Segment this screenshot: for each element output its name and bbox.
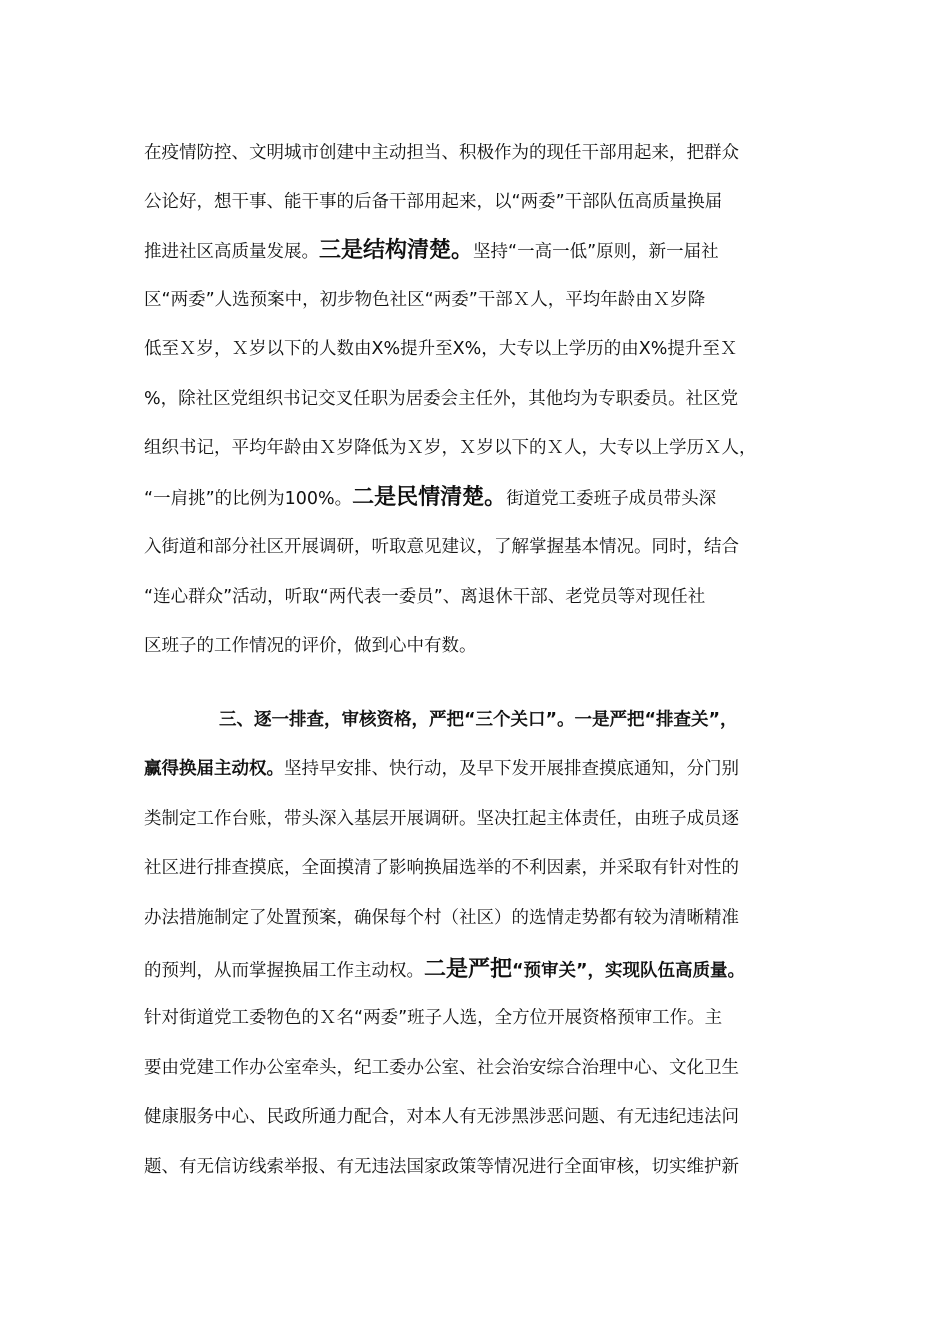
text-line (144, 955, 824, 985)
text-line (144, 1053, 824, 1083)
text-line (144, 1152, 824, 1182)
body-text: “一肩挑”的比例为100%。 (144, 489, 353, 509)
text-line (144, 532, 824, 562)
text-line (144, 483, 824, 513)
text-line (144, 705, 824, 735)
emphasis-text: 赢得换届主动权。 (144, 759, 284, 779)
emphasis-text: 三是结构清楚。 (319, 238, 474, 263)
text-line (144, 285, 824, 315)
body-text: 组织书记，平均年龄由Ｘ岁降低为Ｘ岁，Ｘ岁以下的Ｘ人，大专以上学历Ｘ人， (144, 438, 757, 458)
emphasis-text: 二是严把 (424, 957, 513, 982)
text-line (144, 631, 824, 661)
body-text: 针对街道党工委物色的Ｘ名“两委”班子人选，全方位开展资格预审工作。主 (144, 1008, 723, 1028)
body-text: 类制定工作台账，带头深入基层开展调研。坚决扛起主体责任，由班子成员逐 (144, 809, 739, 829)
text-line (144, 853, 824, 883)
body-text: %，除社区党组织书记交叉任职为居委会主任外，其他均为专职委员。社区党 (144, 389, 739, 409)
text-line (144, 187, 824, 217)
text-line (144, 433, 824, 463)
body-text: 健康服务中心、民政所通力配合，对本人有无涉黑涉恶问题、有无违纪违法问 (144, 1107, 739, 1127)
emphasis-text: “预审关”，实现队伍高质量。 (512, 961, 746, 981)
body-text: 公论好，想干事、能干事的后备干部用起来，以“两委”干部队伍高质量换届 (144, 192, 723, 212)
body-text: 在疫情防控、文明城市创建中主动担当、积极作为的现任干部用起来，把群众 (144, 143, 739, 163)
text-line (144, 1102, 824, 1132)
body-text: 坚持早安排、快行动，及早下发开展排查摸底通知，分门别 (284, 759, 739, 779)
text-line (144, 236, 824, 266)
body-text: 低至Ｘ岁，Ｘ岁以下的人数由X%提升至X%，大专以上学历的由X%提升至Ｘ (144, 339, 738, 359)
emphasis-text: 二是民情清楚。 (352, 485, 507, 510)
body-text: 坚持“一高一低”原则，新一届社 (473, 242, 719, 262)
text-line (144, 138, 824, 168)
body-text: 题、有无信访线索举报、有无违法国家政策等情况进行全面审核，切实维护新 (144, 1157, 739, 1177)
body-text: 街道党工委班子成员带头深 (506, 489, 717, 509)
text-line (144, 334, 824, 364)
text-line (144, 582, 824, 612)
text-line (144, 1003, 824, 1033)
body-text: 区班子的工作情况的评价，做到心中有数。 (144, 636, 477, 656)
body-text: 要由党建工作办公室牵头，纪工委办公室、社会治安综合治理中心、文化卫生 (144, 1058, 739, 1078)
text-line (144, 384, 824, 414)
body-text: 社区进行排查摸底，全面摸清了影响换届选举的不利因素，并采取有针对性的 (144, 858, 739, 878)
body-text: “连心群众”活动，听取“两代表一委员”、离退休干部、老党员等对现任社 (144, 587, 706, 607)
text-line (144, 804, 824, 834)
emphasis-text: 三、逐一排查，审核资格，严把“三个关口”。一是严把“排查关”， (219, 710, 738, 730)
body-text: 的预判，从而掌握换届工作主动权。 (144, 961, 424, 981)
body-text: 区“两委”人选预案中，初步物色社区“两委”干部Ｘ人，平均年龄由Ｘ岁降 (144, 290, 706, 310)
body-text: 办法措施制定了处置预案，确保每个村（社区）的选情走势都有较为清晰精准 (144, 908, 739, 928)
text-line (144, 903, 824, 933)
body-text: 入街道和部分社区开展调研，听取意见建议，了解掌握基本情况。同时，结合 (144, 537, 739, 557)
body-text: 推进社区高质量发展。 (144, 242, 319, 262)
text-line (144, 754, 824, 784)
